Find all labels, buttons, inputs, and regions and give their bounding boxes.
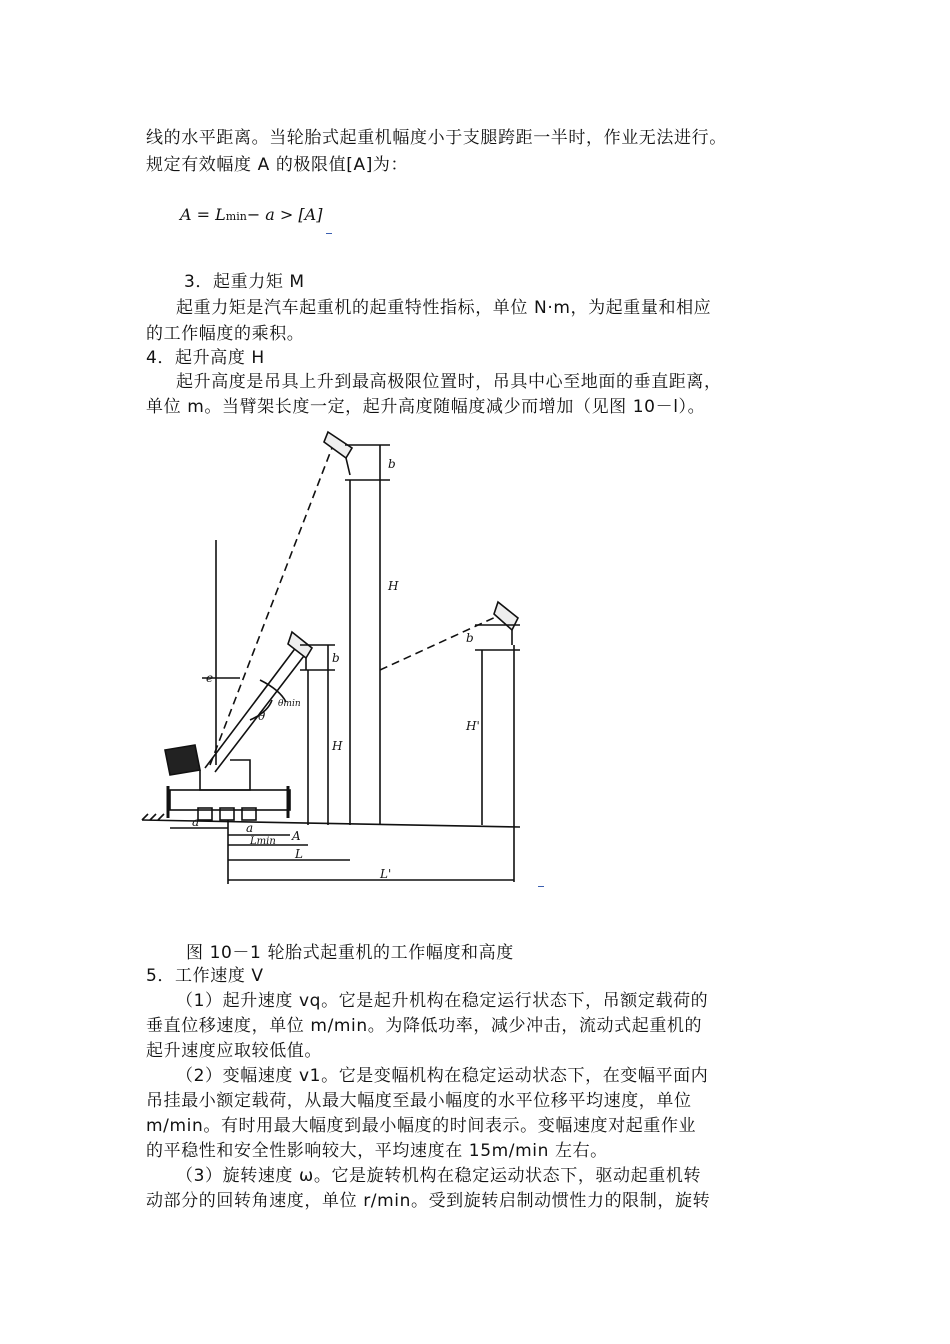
paragraph-line: 吊挂最小额定载荷，从最大幅度至最小幅度的水平位移平均速度，单位 [146,1091,692,1111]
label-theta-min: θmin [278,699,301,709]
section-heading: 4．起升高度 H [146,348,265,368]
paragraph-line: 的工作幅度的乘积。 [146,324,305,344]
paragraph-line: 的平稳性和安全性影响较大，平均速度在 15m/min 左右。 [146,1141,608,1161]
label-e: e [206,671,214,685]
formula-rhs: − a > [A] [246,205,323,224]
label-H-top: H [388,579,399,593]
label-theta: θ [258,709,266,723]
crane-diagram [140,420,540,890]
label-a-right: a [246,821,254,835]
paragraph-line: 垂直位移速度，单位 m/min。为降低功率，减少冲击，流动式起重机的 [146,1016,703,1036]
label-L-min: Lmin [250,836,276,847]
label-b-far: b [466,631,474,645]
label-b-mid: b [332,651,340,665]
paragraph-line: （2）变幅速度 v1。它是变幅机构在稳定运动状态下，在变幅平面内 [176,1066,709,1086]
edit-mark [538,886,544,887]
label-H-prime: H' [466,719,480,733]
section-heading: 5．工作速度 V [146,966,264,986]
formula-sub: min [225,210,247,223]
paragraph-line: 单位 m。当臂架长度一定，起升高度随幅度减少而增加（见图 10－l）。 [146,397,706,417]
section-heading: 3．起重力矩 M [184,272,305,292]
label-a-left: a [192,815,200,829]
paragraph-line: （1）起升速度 vq。它是起升机构在稳定运行状态下，吊额定载荷的 [176,991,709,1011]
paragraph-line: 规定有效幅度 A 的极限值[A]为： [146,155,409,175]
paragraph-line: 起升速度应取较低值。 [146,1041,322,1061]
paragraph-line: 线的水平距离。当轮胎式起重机幅度小于支腿跨距一半时，作业无法进行。 [146,128,727,148]
edit-mark [326,233,332,234]
label-L-prime: L' [380,867,392,881]
boom-long [210,440,335,765]
crane-cab [165,745,200,775]
formula-lhs: A = L [180,205,226,224]
figure-caption: 图 10－1 轮胎式起重机的工作幅度和高度 [186,943,514,963]
crane-carrier [170,790,290,810]
paragraph-line: 起重力矩是汽车起重机的起重特性指标，单位 N·m，为起重量和相应 [176,298,712,318]
label-b-top: b [388,457,396,471]
label-L: L [295,847,303,861]
label-A: A [292,829,301,843]
label-H-mid: H [332,739,343,753]
formula [180,205,322,224]
paragraph-line: 起升高度是吊具上升到最高极限位置时，吊具中心至地面的垂直距离， [176,372,722,392]
paragraph-line: （3）旋转速度 ω。它是旋转机构在稳定运动状态下，驱动起重机转 [176,1166,702,1186]
paragraph-line: m/min。有时用最大幅度到最小幅度的时间表示。变幅速度对起重作业 [146,1116,697,1136]
paragraph-line: 动部分的回转角速度，单位 r/min。受到旋转启制动惯性力的限制，旋转 [146,1191,711,1211]
